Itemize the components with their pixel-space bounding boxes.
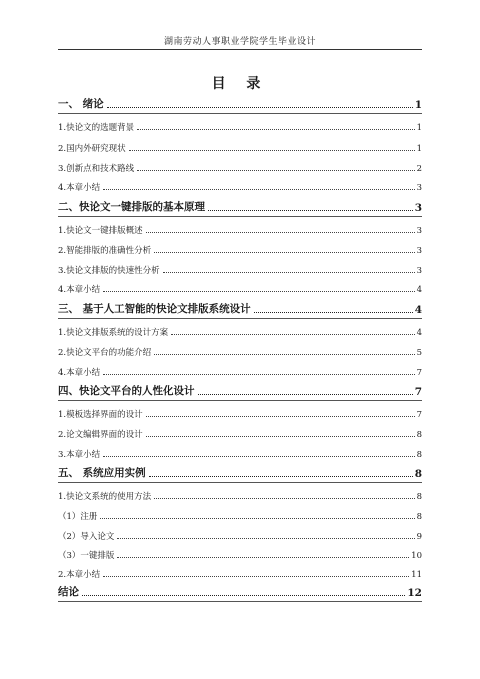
dot-leader [100, 518, 414, 519]
toc-entry-label: 2.国内外研究现状 [58, 144, 126, 154]
dot-leader [103, 189, 414, 190]
toc-entry-label: 2.论文编辑界面的设计 [58, 430, 143, 440]
toc-entry-label: 4.本章小结 [58, 368, 101, 378]
toc-entry-page: 11 [411, 570, 422, 580]
toc-entry-page: 3 [416, 226, 422, 236]
toc-entry-label: （3）一键排版 [58, 551, 115, 561]
toc-entry-label: 4.本章小结 [58, 183, 101, 193]
toc-section-1-2[interactable] [58, 142, 422, 154]
toc-entry-page: 12 [407, 587, 422, 599]
toc-section-2-3[interactable] [58, 264, 422, 276]
toc-entry-page: 7 [414, 386, 422, 398]
toc-section-2-2[interactable] [58, 244, 422, 256]
toc-entry-page: 9 [416, 532, 422, 542]
toc-entry-page: 10 [411, 551, 422, 561]
toc-chapter-1[interactable] [58, 96, 422, 114]
dot-leader [103, 374, 414, 375]
toc-chapter-2[interactable] [58, 199, 422, 217]
page-header: 湖南劳动人事职业学院学生毕业设计 [163, 37, 316, 47]
dot-leader [146, 232, 415, 233]
toc-entry-page: 4 [416, 285, 422, 295]
toc-entry-label: 1.快论文系统的使用方法 [58, 492, 152, 502]
toc-entry-label: 1.快论文排版系统的设计方案 [58, 328, 169, 338]
toc-section-1-1[interactable] [58, 121, 422, 133]
toc-section-5-1[interactable] [58, 490, 422, 502]
toc-entry-label: 2.快论文平台的功能介绍 [58, 348, 152, 358]
toc-entry-label: 4.本章小结 [58, 285, 101, 295]
toc-entry-label: 2.本章小结 [58, 570, 101, 580]
toc-entry-page: 8 [416, 492, 422, 502]
toc-entry-label: 五、 系统应用实例 [58, 467, 146, 479]
toc-subsection-5-1-1[interactable] [58, 510, 422, 522]
dot-leader [117, 538, 414, 539]
dot-leader [254, 312, 413, 313]
toc-section-3-3[interactable] [58, 366, 422, 378]
toc-chapter-3[interactable] [58, 301, 422, 319]
toc-title: 目 录 [211, 76, 269, 92]
dot-leader [137, 170, 414, 171]
dot-leader [149, 476, 413, 477]
toc-entry-page: 3 [416, 266, 422, 276]
toc-section-3-2[interactable] [58, 346, 422, 358]
toc-entry-page: 8 [416, 450, 422, 460]
toc-entry-label: 3.创新点和技术路线 [58, 164, 135, 174]
toc-entry-label: 2.智能排版的准确性分析 [58, 246, 152, 256]
dot-leader [154, 498, 414, 499]
toc-entry-label: 二、快论文一键排版的基本原理 [58, 201, 205, 213]
toc-entry-page: 8 [416, 430, 422, 440]
toc-entry-page: 1 [414, 99, 422, 111]
toc-entry-page: 1 [416, 123, 422, 133]
dot-leader [146, 436, 415, 437]
toc-entry-page: 1 [416, 144, 422, 154]
toc-entry-page: 3 [416, 246, 422, 256]
dot-leader [198, 394, 413, 395]
toc-entry-label: 1.快论文的选题背景 [58, 123, 135, 133]
toc-entry-page: 7 [416, 410, 422, 420]
dot-leader [146, 416, 415, 417]
toc-chapter-4[interactable] [58, 383, 422, 401]
dot-leader [129, 150, 415, 151]
toc-entry-page: 5 [416, 348, 422, 358]
toc-entry-page: 4 [416, 328, 422, 338]
toc-section-5-2[interactable] [58, 568, 422, 580]
toc-entry-label: （1）注册 [58, 512, 98, 522]
dot-leader [103, 291, 414, 292]
toc-section-2-1[interactable] [58, 224, 422, 236]
toc-section-2-4[interactable] [58, 283, 422, 295]
toc-entry-label: 3.本章小结 [58, 450, 101, 460]
dot-leader [154, 354, 414, 355]
toc-entry-label: 1.模板选择界面的设计 [58, 410, 143, 420]
toc-entry-page: 3 [414, 202, 422, 214]
toc-subsection-5-1-2[interactable] [58, 530, 422, 542]
toc-section-1-3[interactable] [58, 162, 422, 174]
toc-conclusion[interactable] [58, 584, 422, 602]
dot-leader [137, 129, 414, 130]
toc-subsection-5-1-3[interactable] [58, 549, 422, 561]
dot-leader [163, 272, 415, 273]
toc-entry-page: 4 [414, 304, 422, 316]
dot-leader [103, 576, 409, 577]
toc-chapter-5[interactable] [58, 465, 422, 483]
toc-entry-page: 8 [416, 512, 422, 522]
toc-entry-label: 四、快论文平台的人性化设计 [58, 385, 195, 397]
dot-leader [82, 595, 405, 596]
toc-entry-label: 一、 绪论 [58, 98, 104, 110]
dot-leader [107, 107, 413, 108]
toc-section-3-1[interactable] [58, 326, 422, 338]
dot-leader [103, 456, 414, 457]
toc-entry-page: 3 [416, 183, 422, 193]
header-divider [58, 49, 422, 50]
dot-leader [154, 252, 414, 253]
toc-section-4-2[interactable] [58, 428, 422, 440]
dot-leader [171, 334, 414, 335]
toc-entry-page: 8 [414, 468, 422, 480]
toc-section-1-4[interactable] [58, 181, 422, 193]
dot-leader [208, 210, 413, 211]
dot-leader [117, 557, 409, 558]
toc-entry-label: 结论 [58, 586, 79, 598]
toc-entry-label: （2）导入论文 [58, 532, 115, 542]
toc-entry-label: 三、 基于人工智能的快论文排版系统设计 [58, 303, 251, 315]
toc-entry-label: 1.快论文一键排版概述 [58, 226, 143, 236]
toc-entry-label: 3.快论文排版的快速性分析 [58, 266, 160, 276]
toc-section-4-3[interactable] [58, 448, 422, 460]
toc-entry-page: 2 [416, 164, 422, 174]
toc-section-4-1[interactable] [58, 408, 422, 420]
toc-entry-page: 7 [416, 368, 422, 378]
